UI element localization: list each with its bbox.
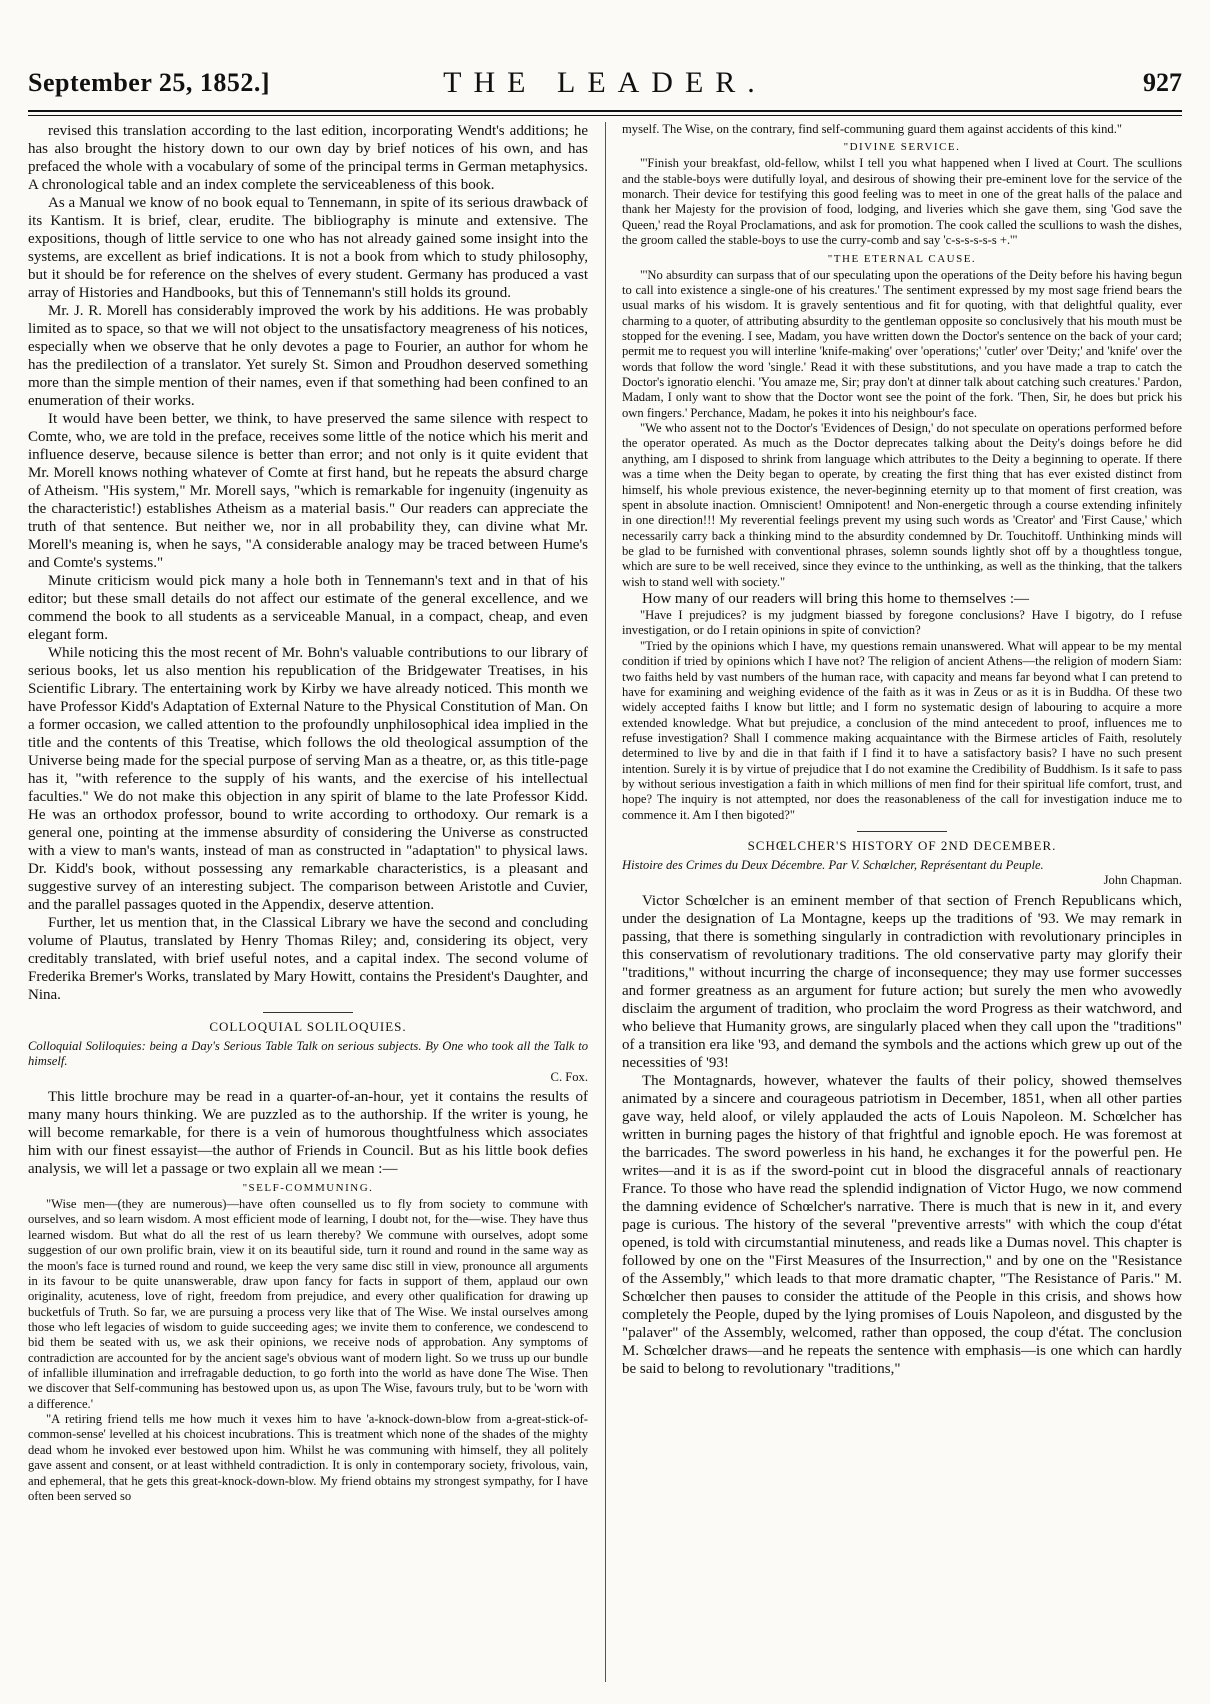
paragraph: As a Manual we know of no book equal to Tennemann, in spite of its serious drawback of its Kantism. It is brief, clear, erudite. The bibliography is minute and extensive. The expositions, though of little service to one who has not already gained some insight into the systems, are excellent as brief indications. It is not a book from which to study philosophy, but it should be for reference on the shelves of every student. Germany has produced a vast array of Histories and Handbooks, but this of Tennemann's still holds its ground. xyxy=(28,195,588,301)
book-info xyxy=(28,1039,588,1085)
paragraph: Mr. J. R. Morell has considerably improved the work by his additions. He was probably limited as to space, so that we will not object to the unsatisfactory meagreness of his notices, especially when we observe that he only devotes a page to Fourier, an author for whom he has the predilection of a translator. Yet surely St. Simon and Proudhon deserved something more than the simple mention of their names, even if that something had been confined to an enumeration of their works. xyxy=(28,303,588,409)
review-body xyxy=(622,892,1182,1378)
newspaper-title: THE LEADER. xyxy=(443,66,767,99)
issue-date: September 25, 1852.] xyxy=(28,68,271,97)
quoted-passage xyxy=(28,1197,588,1504)
quoted-passage xyxy=(622,268,1182,591)
masthead-rule-thin xyxy=(28,115,1182,116)
book-publisher: John Chapman. xyxy=(1103,873,1182,888)
paragraph: Further, let us mention that, in the Classical Library we have the second and concluding volume of Plautus, translated by Henry Thomas Riley; and, considering its object, very creditably translated, with brief useful notes, and a capital index. The second volume of Frederika Bremer's Works, translated by Mary Howitt, contains the President's Daughter, and Nina. xyxy=(28,915,588,1003)
paragraph: "We who assent not to the Doctor's 'Evidences of Design,' do not speculate on operations performed before the operator operated. As much as the Doctor deprecates talking about the Deity's doings before he did anything, am I disposed to shrink from language which attributes to the Deity a beginning to operate. If there was a time when the Deity began to operate, by creating the first thing that has ever existed distinct from himself, his whole previous existence, the never-beginning eternity up to that moment of first creation, was spent in absolute inaction. Omniscient! Omnipotent! and Non-energetic through a course extending infinitely in one direction!!! My reverential feelings prevent my using such words as 'Creator' and 'First Cause,' which necessarily carry back a thinking mind to the absurdity condemned by Dr. Touchitoff. Unthinking minds will be glad to be furnished with conventional phrases, solemn sounds lightly shot off by a thoughtless tongue, which are sure to be well received, since they evince to the unthinking, as well as the thinking, that the talkers wish to stand well with society." xyxy=(622,421,1182,589)
column-divider xyxy=(605,122,606,1682)
paragraph: Minute criticism would pick many a hole both in Tennemann's text and in that of his editor; but these small details do not affect our estimate of the general excellence, and we commend the book to all students as a serviceable Manual, in a compact, cheap, and even elegant form. xyxy=(28,573,588,643)
review-heading: SCHŒLCHER'S HISTORY OF 2ND DECEMBER. xyxy=(747,838,1057,854)
paragraph: "A retiring friend tells me how much it vexes him to have 'a-knock-down-blow from a-great-stick-of-common-sense' levelled at his choicest incubrations. This is treatment which none of the shades of the mighty dead whom he invoked ever bestowed upon him. Whilst he was communing with himself, they all politely gave assent and consent, or at least withheld contradiction. It is only in contemporary society, frivolous, vain, and ephemeral, that he gets this great-knock-down-blow. My friend obtains my strongest sympathy, for I have often been served so xyxy=(28,1412,588,1503)
paragraph: The Montagnards, however, whatever the faults of their policy, showed themselves animated by a sincere and courageous patriotism in December, 1851, when all other parties gave way, held aloof, or vilely applauded the acts of Louis Napoleon. M. Schœlcher has written in burning pages the history of that frightful and ignoble epoch. He was foremost at the barricades. The sword powerless in his hand, he exchanges it for the powerful pen. He writes—and it is as if the sword-point cut in blood the disgraceful annals of reactionary France. To those who have read the splendid indignation of Victor Hugo, we now commend the damning evidence of Schœlcher's narrative. There is much that is new in it, and every page is curious. The history of the several "preventive arrests" with which the coup d'état opened, is told with circumstantial minuteness, and reads like a Dumas novel. This chapter is followed by one on the "First Measures of the Insurrection," and by one on the "Resistance of the Assembly," which leads to that more dramatic chapter, "The Resistance of Paris." M. Schœlcher then pauses to consider the attitude of the People in this crisis, and shows how completely the People, duped by the lying promises of Louis Napoleon, and disgusted by the "palaver" of the Assembly, welcomed, rather than opposed, the coup d'état. The conclusion M. Schœlcher draws—and he repeats the sentence with emphasis—is one which can hardly be said to belong to revolutionary "traditions," xyxy=(622,1072,1182,1377)
quote-heading: "SELF-COMMUNING. xyxy=(242,1182,374,1195)
paragraph: While noticing this the most recent of Mr. Bohn's valuable contributions to our library of serious books, let us also mention his republication of the Bridgewater Treatises, in his Scientific Library. The entertaining work by Kirby we have already noticed. This month we have Professor Kidd's Adaptation of External Nature to the Physical Constitution of Man. On a former occasion, we called attention to the profoundly unphilosophical idea implied in the title and the contents of this Treatise, which follows the old theological assumption of the Universe being made for the special purpose of serving Man as a theatre, or, as this title-page has it, "with reference to the supply of his wants, and the exercise of his intellectual faculties." We do not make this objection in any spirit of blame to the late Professor Kidd. He was an orthodox professor, bound to write according to orthodoxy. Our remark is a general one, pointing at the immense absurdity of considering the Universe as constructed with a view to man's wants, instead of man as constructed in "adaptation" to physical laws. Dr. Kidd's book, without possessing any remarkable characteristics, is a pleasant and suggestive survey of an interesting subject. The comparison between Aristotle and Cuvier, and the parallel passages quoted in the Appendix, deserve attention. xyxy=(28,645,588,913)
paragraph: It would have been better, we think, to have preserved the same silence with respect to Comte, who, we are told in the preface, receives some little of the notice which his merit and influence deserve, because silence is better than error; and not only is it quite evident that Mr. Morell knows nothing whatever of Comte at first hand, but he repeats the absurd charge of Atheism. "His system," Mr. Morell says, "which is remarkable for ingenuity (ingenuity as the characteristic!) establishes Atheism as a material basis." Our readers can appreciate the truth of that sentence. But neither we, nor in all probability they, can divine what Mr. Morell's meaning is, when he says, "A considerable analogy may be traced between Hume's and Comte's systems." xyxy=(28,411,588,571)
review-heading: COLLOQUIAL SOLILOQUIES. xyxy=(209,1019,407,1034)
paragraph: "'Finish your breakfast, old-fellow, whilst I tell you what happened when I lived at Court. The scullions and the stable-boys were dutifully loyal, and desirous of showing their pre-eminent love for the service of the monarch. Their device for testifying this good feeling was to meet in one of the great halls of the palace and thank her Majesty for the provision of food, lodging, and liveries which she gave them, sing 'God save the Queen,' read the Royal Proclamations, and ask for promotion. The cook called the scullions to wash the dishes, the groom called the stable-boys to use the curry-comb and say 'c-s-s-s-s-s +.'" xyxy=(622,156,1182,248)
paragraph: How many of our readers will bring this home to themselves :— xyxy=(642,591,1030,608)
left-column xyxy=(28,122,588,1682)
section-divider xyxy=(857,831,947,832)
book-publisher: C. Fox. xyxy=(550,1069,588,1084)
quoted-passage xyxy=(622,608,1182,823)
book-info xyxy=(622,858,1182,889)
book-title: Histoire des Crimes du Deux Décembre. Par V. Schœlcher, Représentant du Peuple. xyxy=(622,858,1044,873)
review-body xyxy=(28,1088,588,1178)
paragraph: "Tried by the opinions which I have, my questions remain unanswered. What will appear to be my mental condition if tried by opinions which I have not? The religion of ancient Athens—the religion of modern Siam: two faiths held by vast numbers of the human race, with capacity and means far beyond what I can pretend to have for examining and weighing evidence of the faith as it was in Zeus or as it is in Buddha. Of these two widely accepted faiths I know but little; and I form no systematic design of labouring to acquire a more extended knowledge. What but prejudice, a conclusion of the mind antecedent to proof, influences me to refuse investigation? Shall I commence making acquaintance with the Birmese articles of Faith, resolutely determined to live by and die in that faith if I find it to have a satisfactory basis? I have no such present intention. Surely it is by virtue of prejudice that I do not examine the Credibility of Buddhism. Is it safe to pass by without serious investigation a faith in which millions of men find for their spiritual life comfort, trust, and hope? The inquiry is not attempted, nor does the reasonableness of the call for investigation induce me to commence it. Am I then bigoted?" xyxy=(622,638,1182,822)
paragraph: "'No absurdity can surpass that of our speculating upon the operations of the Deity before his having begun to call into existence a single-one of his creatures.' The sentiment expressed by my most sage friend bears the usual marks of his wisdom. It is gravely sententious and fit for quoting, with that delightful quality, ever charming to a quoter, of attributing absurdity to the gentleman opposite so conclusively that his mouth must be stopped for the evening. I see, Madam, you have written down the Doctor's sentence on the back of your card; permit me to request you will interline 'knife-making' over 'operations;' 'cutler' over 'Deity;' and 'knife' over the words that follow the word 'single.' Read it with these substitutions, and you have made a trap to catch the Doctor's ignoratio elenchi. 'You amaze me, Sir; pray don't at dinner talk about catching such creatures.' Pardon, Madam, I only want to show that the Doctor wont see the point of the fork. 'Then, Sir, he does but prick his own fingers.' Perchance, Madam, he pokes it into his neighbour's face. xyxy=(622,267,1182,420)
masthead xyxy=(28,68,1182,108)
quote-heading: "THE ETERNAL CAUSE. xyxy=(827,252,977,265)
right-column xyxy=(622,122,1182,1682)
article-continuation xyxy=(28,122,588,1004)
book-title: Colloquial Soliloquies: being a Day's Serious Table Talk on serious subjects. By One who took all the Talk to himself. xyxy=(28,1039,588,1069)
paragraph: This little brochure may be read in a quarter-of-an-hour, yet it contains the results of many many hours thinking. We are puzzled as to the authorship. If the writer is young, he will become remarkable, for there is a vein of humorous thoughtfulness which associates him with our finest essayist—the author of Friends in Council. But as his little book defies analysis, we will let a passage or two explain all we mean :— xyxy=(28,1089,588,1178)
paragraph: myself. The Wise, on the contrary, find self-communing guard them against accidents of this kind." xyxy=(622,122,1122,136)
review-body xyxy=(622,590,1182,608)
quoted-passage xyxy=(622,156,1182,248)
page-number: 927 xyxy=(1143,68,1182,97)
paragraph: "Wise men—(they are numerous)—have often counselled us to fly from society to commune with ourselves, and so learn wisdom. A most efficient mode of learning, I doubt not, for the—wise. They have thus learned wisdom. But what do all the rest of us learn thereby? We commune with ourselves, adopt some suggestion of our own prolific brain, view it on its beautiful side, turn it round and round in the same way as the moon's face is turned round and round, we keep the very same disc still in view, pronounce all arguments in its favour to be quite unanswerable, draw upon fancy for facts in support of them, applaud our own originality, acuteness, love of right, freedom from prejudice, and every other qualification for drawing up bucketfuls of Truth. So far, we are pursuing a process very like that of The Wise. We instal ourselves among those who left legacies of wisdom to guide succeeding ages; we invite them to conference, we condescend to bid them be seated with us, we ask their opinions, we receive nods of approbation. Any symptoms of contradiction are accounted for by the ancient sage's obvious want of modern light. So we truss up our bundle of infallible illumination and irrefragable deduction, to go forth into the world as have done The Wise. Then we discover that Self-communing has bestowed upon us, as upon The Wise, favours truly, but to be 'worn with a difference.' xyxy=(28,1197,588,1411)
paragraph: Victor Schœlcher is an eminent member of that section of French Republicans which, under the designation of La Montagne, keeps up the traditions of '93. We may remark in passing, that there is something singularly in contradiction with revolutionary principles in this conservatism of revolutionary traditions. The old conservative party may glorify their "traditions," without incurring the charge of inconsequence; they may use former successes and former greatness as an argument for future action; but surely the men who avowedly disclaim the argument of tradition, who proclaim the word Progress as their watchword, and who believe that Humanity grows, are singularly placed when they call upon the "traditions" of a transition era like '93, and demand the symbols and the actions which grew up out of the necessities of '93! xyxy=(622,892,1182,1071)
paragraph: "Have I prejudices? is my judgment biassed by foregone conclusions? Have I bigotry, do I refuse investigation, or do I retain opinions in spite of conviction? xyxy=(622,608,1182,638)
quote-heading: "DIVINE SERVICE. xyxy=(843,141,961,154)
masthead-rule xyxy=(28,110,1182,112)
section-divider xyxy=(263,1012,353,1013)
quoted-passage-continued xyxy=(622,122,1182,137)
paragraph: revised this translation according to the last edition, incorporating Wendt's additions; he has also brought the history down to our own day by brief notices of his own, and has prefaced the whole with a vocabulary of some of the principal terms in German metaphysics. A chronological table and an index complete the serviceableness of this book. xyxy=(28,123,588,193)
